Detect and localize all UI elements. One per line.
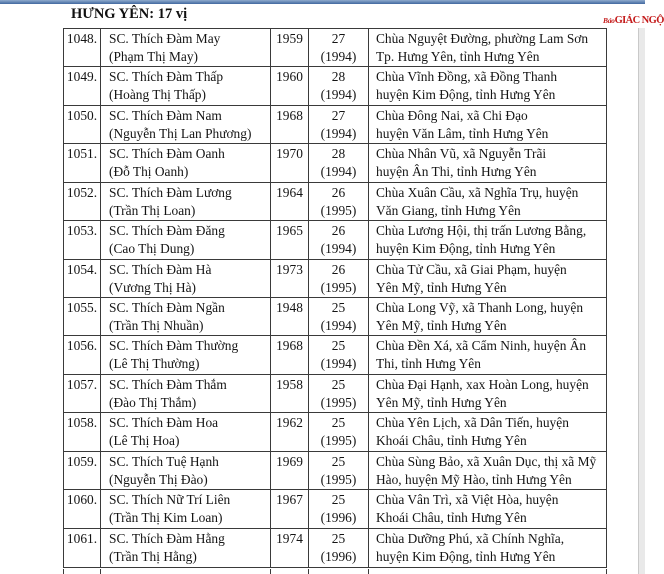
table-row (64, 490, 606, 528)
name-cell-text: SC. Thích Đàm Thấp (109, 69, 224, 85)
name-cell (101, 298, 271, 335)
age-cell-text: 28 (331, 146, 346, 162)
name-cell (101, 452, 271, 489)
ordinal-cell-text: 1053. (66, 223, 98, 239)
age-cell-text: (1995) (320, 433, 357, 449)
name-cell-text: (Nguyễn Thị Lan Phương) (109, 125, 252, 141)
birth-year-cell-text: 1958 (276, 376, 303, 392)
stub-birth-year-cell (271, 569, 309, 574)
ordinal-cell-text: 1054. (66, 261, 98, 277)
ordinal-cell-text: 1055. (66, 299, 98, 315)
name-cell-text: SC. Thích Đàm Hằng (109, 530, 225, 546)
temple-cell-text: huyện Kim Động, tỉnh Hưng Yên (376, 548, 556, 564)
temple-cell (369, 413, 606, 450)
temple-cell (369, 183, 606, 220)
age-cell (309, 336, 369, 373)
birth-year-cell-text: 1968 (276, 107, 303, 123)
birth-year-cell-text: 1959 (276, 31, 303, 46)
age-cell-text: 26 (331, 184, 346, 200)
name-cell-text: (Đào Thị Thắm) (109, 394, 197, 410)
ordinal-cell (64, 221, 101, 258)
birth-year-cell-text: 1973 (276, 261, 303, 277)
ordinal-cell-text: 1059. (66, 453, 98, 469)
name-cell (101, 529, 271, 567)
temple-cell-text: huyện Kim Động, tỉnh Hưng Yên (376, 87, 556, 103)
temple-cell-text: Yên Mỹ, tỉnh Hưng Yên (376, 394, 507, 410)
table-row (64, 29, 606, 67)
name-cell-text: (Trần Thị Nhuần) (109, 317, 204, 333)
age-cell (309, 144, 369, 181)
age-cell-text: 25 (331, 453, 346, 469)
ordinal-cell (64, 260, 101, 297)
age-cell (309, 106, 369, 143)
table-row (64, 106, 606, 144)
age-cell-text: (1996) (320, 510, 357, 526)
age-cell-text: 25 (331, 415, 346, 431)
top-blue-bar (0, 0, 645, 4)
temple-cell-text: Chùa Tử Cầu, xã Giai Phạm, huyện (376, 261, 567, 277)
age-cell-text: (1995) (320, 202, 357, 218)
age-cell-text: 27 (331, 107, 346, 123)
table-row (64, 452, 606, 490)
table-row (64, 375, 606, 413)
temple-cell-text: Chùa Vĩnh Đồng, xã Đồng Thanh (376, 69, 558, 85)
temple-cell (369, 221, 606, 258)
name-cell-text: (Vương Thị Hà) (109, 279, 196, 295)
age-cell-text: (1995) (320, 279, 357, 295)
ordinal-cell (64, 452, 101, 489)
temple-cell-text: Yên Mỹ, tỉnh Hưng Yên (376, 279, 507, 295)
age-cell-text: 25 (331, 299, 346, 315)
ordinal-cell (64, 29, 101, 66)
table-row (64, 67, 606, 105)
table-row (64, 221, 606, 259)
section-title: HƯNG YÊN: 17 vị (71, 6, 188, 22)
ordinal-cell (64, 413, 101, 450)
ordinal-cell (64, 144, 101, 181)
logo-name-label: GIÁC NGỘ (614, 15, 664, 26)
birth-year-cell-text: 1970 (276, 146, 303, 162)
age-cell-text: (1994) (320, 164, 357, 180)
birth-year-cell (271, 29, 309, 66)
temple-cell-text: Chùa Long Vỹ, xã Thanh Long, huyện (376, 299, 584, 315)
age-cell (309, 490, 369, 527)
age-cell-text: 25 (331, 530, 346, 546)
name-cell (101, 67, 271, 104)
temple-cell-text: Khoái Châu, tỉnh Hưng Yên (376, 433, 527, 449)
name-cell-text: SC. Thích Nữ Trí Liên (109, 492, 231, 508)
age-cell (309, 298, 369, 335)
name-cell (101, 221, 271, 258)
age-cell (309, 29, 369, 66)
age-cell (309, 452, 369, 489)
temple-cell-text: Chùa Xuân Cầu, xã Nghĩa Trụ, huyện (376, 184, 579, 200)
ordinal-cell-text: 1057. (66, 376, 98, 392)
stub-name-cell (101, 569, 271, 574)
temple-cell-text: Chùa Đại Hạnh, xax Hoàn Long, huyện (376, 376, 589, 392)
table-row (64, 298, 606, 336)
birth-year-cell (271, 452, 309, 489)
age-cell-text: 25 (331, 376, 346, 392)
temple-cell-text: Hào, huyện Mỹ Hào, tỉnh Hưng Yên (376, 471, 572, 487)
birth-year-cell-text: 1969 (276, 453, 303, 469)
age-cell-text: 27 (331, 31, 346, 46)
ordinal-cell-text: 1058. (66, 415, 98, 431)
name-cell-text: (Nguyễn Thị Đào) (109, 471, 208, 487)
ordinal-cell (64, 529, 101, 567)
temple-cell (369, 490, 606, 527)
age-cell-text: 28 (331, 69, 346, 85)
temple-cell (369, 529, 606, 567)
ordinal-cell-text: 1056. (66, 338, 98, 354)
temple-cell (369, 375, 606, 412)
name-cell-text: (Lê Thị Thường) (109, 356, 200, 372)
name-cell-text: (Cao Thị Dung) (109, 241, 195, 257)
age-cell (309, 183, 369, 220)
birth-year-cell-text: 1965 (276, 223, 303, 239)
age-cell (309, 529, 369, 567)
birth-year-cell-text: 1968 (276, 338, 303, 354)
birth-year-cell (271, 336, 309, 373)
name-cell-text: (Phạm Thị May) (109, 49, 199, 64)
ordinal-cell (64, 336, 101, 373)
name-cell (101, 106, 271, 143)
temple-cell-text: Chùa Nguyệt Đường, phường Lam Sơn (376, 31, 589, 46)
name-cell-text: (Trần Thị Kim Loan) (109, 510, 223, 526)
name-cell-text: (Đỗ Thị Oanh) (109, 164, 189, 180)
ordinal-cell-text: 1048. (66, 31, 98, 46)
ordinal-cell-text: 1049. (66, 69, 98, 85)
age-cell-text: (1995) (320, 394, 357, 410)
ordinal-cell-text: 1051. (66, 146, 98, 162)
temple-cell-text: Chùa Vân Trì, xã Việt Hòa, huyện (376, 492, 559, 508)
age-cell (309, 260, 369, 297)
name-cell-text: (Trần Thị Loan) (109, 202, 196, 218)
age-cell-text: (1994) (320, 87, 357, 103)
name-cell (101, 413, 271, 450)
temple-cell-text: Chùa Đông Nai, xã Chi Đạo (376, 107, 528, 123)
ordinal-cell-text: 1050. (66, 107, 98, 123)
name-cell-text: SC. Thích Đàm Đăng (109, 223, 225, 239)
stub-ordinal-cell (64, 569, 101, 574)
age-cell (309, 221, 369, 258)
name-cell (101, 336, 271, 373)
age-cell-text: (1994) (320, 49, 357, 64)
temple-cell-text: Tp. Hưng Yên, tỉnh Hưng Yên (376, 49, 540, 64)
temple-cell (369, 144, 606, 181)
birth-year-cell-text: 1964 (276, 184, 303, 200)
age-cell-text: 25 (331, 492, 346, 508)
age-cell-text: (1994) (320, 356, 357, 372)
temple-cell (369, 106, 606, 143)
age-cell-text: 26 (331, 261, 346, 277)
stub-temple-cell (369, 569, 606, 574)
name-cell-text: SC. Thích Đàm Hoa (109, 415, 219, 431)
temple-cell-text: Chùa Yên Lịch, xã Dân Tiến, huyện (376, 415, 569, 431)
age-cell-text: (1994) (320, 241, 357, 257)
name-cell-text: SC. Thích Đàm Oanh (109, 146, 225, 162)
temple-cell-text: huyện Văn Lâm, tỉnh Hưng Yên (376, 125, 549, 141)
ordinal-cell (64, 375, 101, 412)
name-cell-text: SC. Thích Đàm Thắm (109, 376, 227, 392)
stub-age-cell (309, 569, 369, 574)
temple-cell-text: Chùa Lương Hội, thị trấn Lương Bằng, (376, 223, 587, 239)
name-cell-text: (Trần Thị Hằng) (109, 548, 197, 564)
temple-cell (369, 298, 606, 335)
monastics-table (63, 28, 607, 568)
age-cell-text: (1995) (320, 471, 357, 487)
temple-cell-text: Chùa Sùng Bảo, xã Xuân Dục, thị xã Mỹ (376, 453, 597, 469)
birth-year-cell (271, 490, 309, 527)
ordinal-cell-text: 1061. (66, 530, 98, 546)
ordinal-cell (64, 106, 101, 143)
ordinal-cell (64, 67, 101, 104)
temple-cell-text: Văn Giang, tỉnh Hưng Yên (376, 202, 521, 218)
next-row-sliver (63, 569, 607, 574)
table-row (64, 529, 606, 567)
birth-year-cell (271, 260, 309, 297)
birth-year-cell (271, 183, 309, 220)
temple-cell-text: Khoái Châu, tỉnh Hưng Yên (376, 510, 527, 526)
table-row (64, 413, 606, 451)
name-cell-text: SC. Thích Đàm Ngần (109, 299, 225, 315)
name-cell-text: SC. Thích Đàm Thường (109, 338, 239, 354)
age-cell-text: 25 (331, 338, 346, 354)
name-cell-text: SC. Thích Đàm May (109, 31, 221, 46)
age-cell (309, 413, 369, 450)
birth-year-cell (271, 67, 309, 104)
giacngo-logo (603, 13, 664, 26)
temple-cell-text: Chùa Nhân Vũ, xã Nguyễn Trãi (376, 146, 547, 162)
name-cell (101, 29, 271, 66)
ordinal-cell (64, 183, 101, 220)
name-cell (101, 375, 271, 412)
temple-cell (369, 452, 606, 489)
age-cell (309, 67, 369, 104)
birth-year-cell (271, 144, 309, 181)
age-cell-text: 26 (331, 223, 346, 239)
table-row (64, 183, 606, 221)
birth-year-cell-text: 1962 (276, 415, 303, 431)
ordinal-cell-text: 1052. (66, 184, 98, 200)
birth-year-cell-text: 1974 (276, 530, 303, 546)
birth-year-cell-text: 1967 (276, 492, 303, 508)
temple-cell (369, 260, 606, 297)
table-row (64, 336, 606, 374)
birth-year-cell (271, 298, 309, 335)
name-cell-text: SC. Thích Đàm Hà (109, 261, 212, 277)
name-cell-text: (Lê Thị Hoa) (109, 433, 180, 449)
birth-year-cell (271, 221, 309, 258)
name-cell-text: SC. Thích Đàm Nam (109, 107, 222, 123)
page-edge-strip (638, 28, 645, 574)
age-cell (309, 375, 369, 412)
temple-cell-text: Chùa Đền Xá, xã Cẩm Ninh, huyện Ân (376, 338, 587, 354)
name-cell (101, 183, 271, 220)
table-row (64, 144, 606, 182)
temple-cell-text: Yên Mỹ, tỉnh Hưng Yên (376, 317, 507, 333)
temple-cell-text: huyện Kim Động, tỉnh Hưng Yên (376, 241, 556, 257)
logo-prefix-label: Báo (603, 16, 615, 25)
birth-year-cell (271, 529, 309, 567)
ordinal-cell (64, 298, 101, 335)
birth-year-cell (271, 413, 309, 450)
table-row (64, 260, 606, 298)
birth-year-cell-text: 1960 (276, 69, 303, 85)
temple-cell (369, 336, 606, 373)
age-cell-text: (1996) (320, 548, 357, 564)
temple-cell-text: Chùa Dưỡng Phú, xã Chính Nghĩa, (376, 530, 565, 546)
age-cell-text: (1994) (320, 317, 357, 333)
name-cell-text: SC. Thích Đàm Lương (109, 184, 232, 200)
ordinal-cell-text: 1060. (66, 492, 98, 508)
name-cell (101, 490, 271, 527)
birth-year-cell (271, 106, 309, 143)
temple-cell-text: Thi, tỉnh Hưng Yên (376, 356, 481, 372)
name-cell (101, 260, 271, 297)
name-cell-text: SC. Thích Tuệ Hạnh (109, 453, 219, 469)
birth-year-cell (271, 375, 309, 412)
age-cell-text: (1994) (320, 125, 357, 141)
temple-cell (369, 29, 606, 66)
name-cell-text: (Hoàng Thị Thấp) (109, 87, 206, 103)
temple-cell-text: huyện Ân Thi, tỉnh Hưng Yên (376, 164, 537, 180)
temple-cell (369, 67, 606, 104)
birth-year-cell-text: 1948 (276, 299, 303, 315)
name-cell (101, 144, 271, 181)
ordinal-cell (64, 490, 101, 527)
